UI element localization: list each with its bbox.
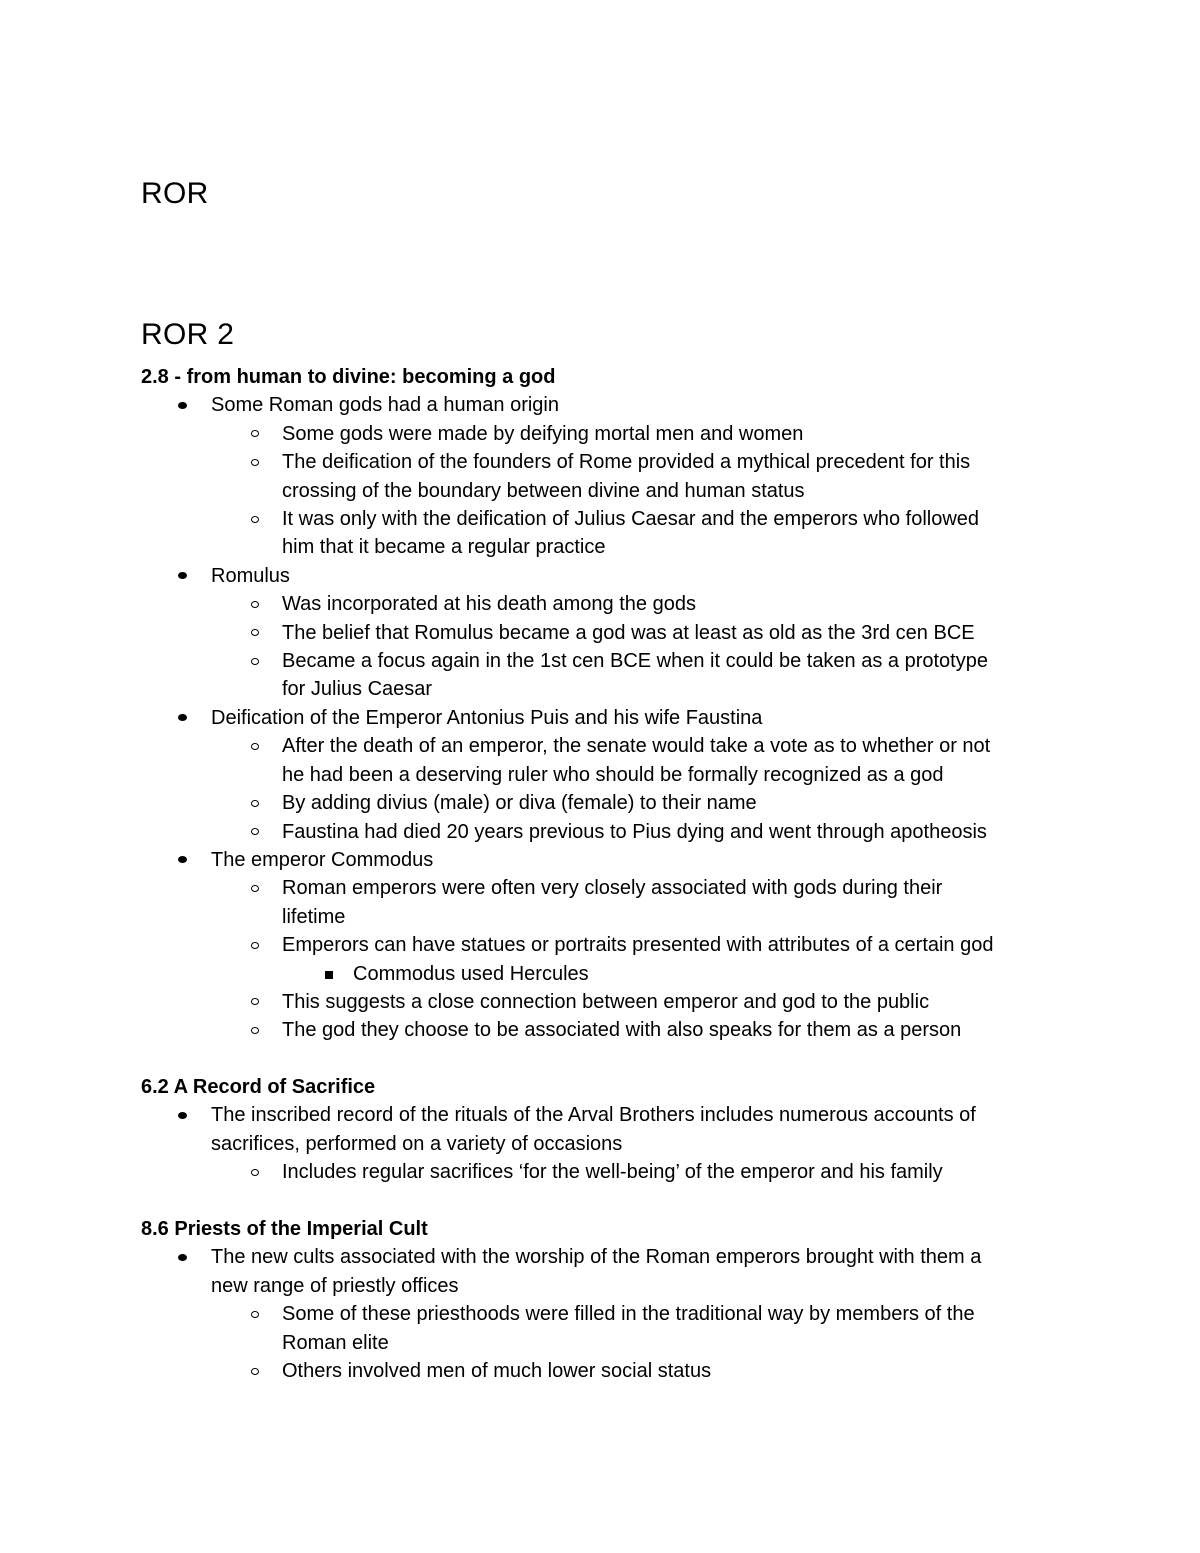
section-6-2 [0,1073,1200,1187]
circle-bullet-icon [251,601,259,608]
list-item [0,1300,1052,1357]
document-subtitle: ROR 2 [141,318,235,351]
circle-bullet-icon [251,629,259,636]
bullet-list [0,1243,1200,1385]
disc-bullet-icon [178,402,187,409]
list-item [0,619,1200,647]
list-item [0,448,1052,505]
circle-bullet-icon [251,1169,259,1176]
list-item [0,704,1200,732]
circle-bullet-icon [251,430,259,437]
list-item-text: Faustina had died 20 years previous to Pius dying and went through apotheosis [282,820,987,843]
list-item-text: Became a focus again in the 1st cen BCE when it could be taken as a prototype [282,650,988,673]
list-item-text: him that it became a regular practice [282,536,606,559]
list-item [0,1158,1200,1186]
list-item-text: he had been a deserving ruler who should be formally recognized as a god [282,763,944,786]
list-item-text: The belief that Romulus became a god was at least as old as the 3rd cen BCE [282,621,975,644]
list-item-text: The new cults associated with the worship of the Roman emperors brought with them a [211,1246,982,1269]
list-item-text: Was incorporated at his death among the gods [282,593,696,616]
list-item-text: sacrifices, performed on a variety of occasions [211,1132,623,1155]
list-item-text: for Julius Caesar [282,678,433,701]
list-item-text: Some gods were made by deifying mortal men and women [282,422,804,445]
disc-bullet-icon [178,1112,187,1119]
list-item-text: It was only with the deification of Julius Caesar and the emperors who followed [282,508,980,531]
disc-bullet-icon [178,856,187,863]
section-8-6 [0,1215,1200,1385]
list-item-text: Some of these priesthoods were filled in the traditional way by members of the [282,1303,975,1326]
list-item [0,931,1200,959]
list-item-text: lifetime [282,905,346,928]
circle-bullet-icon [251,459,259,466]
list-item-text: crossing of the boundary between divine and human status [282,479,805,502]
bullet-list [0,1101,1200,1186]
list-item [0,1101,1051,1158]
list-item [0,1357,1200,1385]
list-item [0,732,1052,789]
circle-bullet-icon [251,942,259,949]
square-bullet-icon [325,971,333,979]
list-item-text: Emperors can have statues or portraits presented with attributes of a certain god [282,934,994,957]
list-item [0,505,1052,562]
disc-bullet-icon [178,572,187,579]
circle-bullet-icon [251,1368,259,1375]
circle-bullet-icon [251,1027,259,1034]
list-item-text: After the death of an emperor, the senate would take a vote as to whether or not [282,735,991,758]
list-item [0,874,1052,931]
circle-bullet-icon [251,658,259,665]
circle-bullet-icon [251,516,259,523]
circle-bullet-icon [251,885,259,892]
list-item [0,1016,1200,1044]
list-item [0,647,1052,704]
list-item-text: new range of priestly offices [211,1274,459,1297]
circle-bullet-icon [251,1311,259,1318]
disc-bullet-icon [178,714,187,721]
list-item [0,960,1200,988]
list-item-text: The emperor Commodus [211,848,434,871]
section-heading: 8.6 Priests of the Imperial Cult [141,1218,428,1240]
list-item [0,1243,1051,1300]
circle-bullet-icon [251,998,259,1005]
list-item-text: Romulus [211,564,290,587]
section-heading: 6.2 A Record of Sacrifice [141,1076,376,1098]
list-item-text: Some Roman gods had a human origin [211,394,559,417]
circle-bullet-icon [251,743,259,750]
list-item-text: Deification of the Emperor Antonius Puis and his wife Faustina [211,706,763,729]
list-item-text: Includes regular sacrifices ‘for the well-being’ of the emperor and his family [282,1161,943,1184]
list-item-text: The inscribed record of the rituals of the Arval Brothers includes numerous accounts of [211,1104,976,1127]
list-item-text: Commodus used Hercules [353,962,589,985]
list-item [0,391,1200,419]
list-item-text: The deification of the founders of Rome provided a mythical precedent for this [282,451,971,474]
section-2-8 [0,363,1200,1045]
list-item-text: This suggests a close connection between emperor and god to the public [282,990,930,1013]
list-item-text: Roman emperors were often very closely associated with gods during their [282,877,943,900]
bullet-list [0,391,1200,1044]
list-item [0,818,1200,846]
circle-bullet-icon [251,800,259,807]
list-item [0,789,1200,817]
list-item [0,988,1200,1016]
section-heading: 2.8 - from human to divine: becoming a god [141,366,556,388]
circle-bullet-icon [251,828,259,835]
list-item [0,590,1200,618]
disc-bullet-icon [178,1254,187,1261]
list-item [0,562,1200,590]
list-item-text: Others involved men of much lower social status [282,1360,712,1383]
list-item-text: By adding divius (male) or diva (female) to their name [282,792,757,815]
list-item [0,420,1200,448]
list-item-text: Roman elite [282,1331,389,1354]
document-title: ROR [141,177,209,210]
list-item [0,846,1200,874]
list-item-text: The god they choose to be associated with also speaks for them as a person [282,1019,962,1042]
